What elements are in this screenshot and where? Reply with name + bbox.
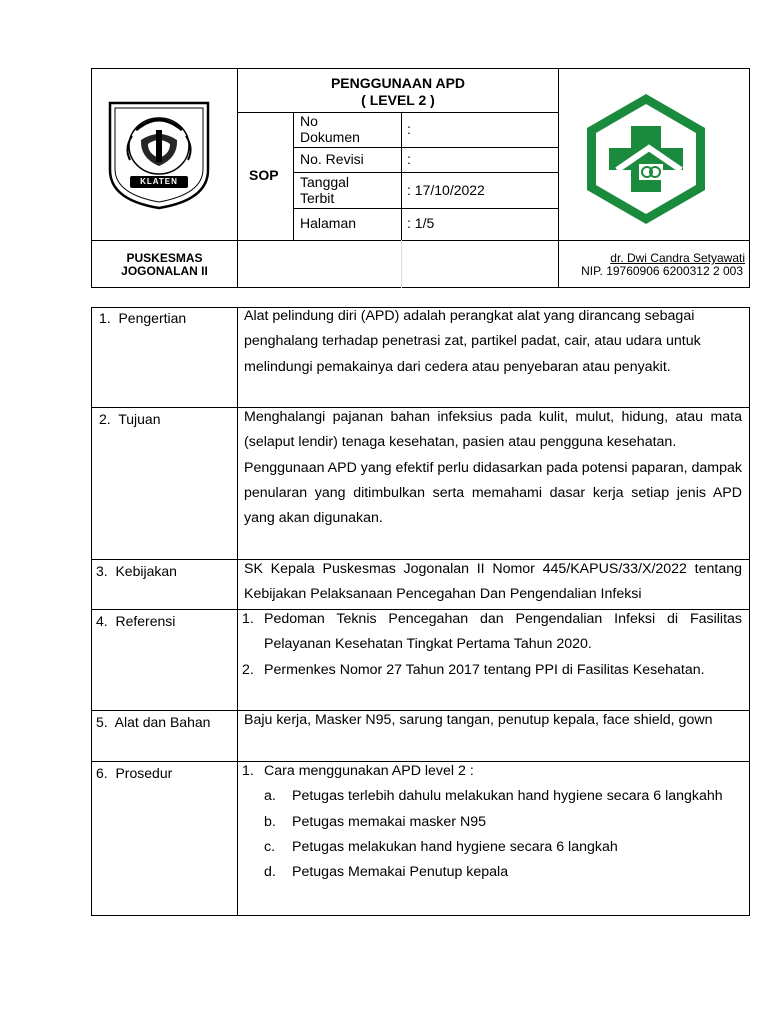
section-text-tujuan-para2: Penggunaan APD yang efektif perlu didasarkan pada potensi paparan, dampak penularan yang ditimbulkan serta memahami dasar kerja setiap jenis APD yang akan digunakan.	[244, 459, 742, 527]
prosedur-subitem	[264, 810, 740, 835]
section-tujuan-content	[244, 405, 742, 531]
title-underline	[237, 112, 559, 113]
field-row-line-1	[293, 147, 559, 148]
sop-label: SOP	[249, 167, 279, 183]
body-border-right	[749, 307, 750, 916]
body-border-left	[91, 307, 92, 916]
field-col-divider-faint	[401, 240, 402, 288]
puskesmas-logo	[583, 92, 709, 226]
section-label-alat-dan-bahan: 5. Alat dan Bahan	[96, 714, 211, 730]
prosedur-subitem-text: Petugas melakukan hand hygiene secara 6 langkah	[292, 838, 618, 855]
org-name-line1: PUSKESMAS	[126, 251, 203, 265]
section-text-kebijakan: SK Kepala Puskesmas Jogonalan II Nomor 445/KAPUS/33/X/2022 tentang Kebijakan Pelaksanaan Pencegahan Dan Pengendalian Infeksi	[244, 561, 742, 603]
prosedur-subitem-text: Petugas Memakai Penutup kepala	[292, 864, 509, 881]
prosedur-sublist	[264, 784, 740, 885]
field-row-line-3	[293, 208, 559, 209]
field-value-no-dokumen: :	[407, 121, 411, 137]
referensi-item-number: 1.	[242, 611, 254, 627]
prosedur-subitem-letter: a.	[264, 788, 276, 805]
prosedur-subitem	[264, 860, 740, 885]
referensi-list	[242, 607, 742, 683]
section-label-tujuan: 2. Tujuan	[99, 411, 161, 427]
org-name-line2: JOGONALAN II	[121, 264, 208, 278]
prosedur-subitem-text: Petugas terlebih dahulu melakukan hand hygiene secara 6 langkahh	[292, 788, 723, 805]
referensi-item-text: Pedoman Teknis Pencegahan dan Pengendalian Infeksi di Fasilitas Pelayanan Kesehatan Tingkat Pertama Tahun 2020.	[264, 611, 742, 653]
header-row-divider	[91, 240, 750, 241]
prosedur-subitem-letter: b.	[264, 813, 276, 830]
document-subtitle: ( LEVEL 2 )	[361, 92, 435, 108]
field-value-halaman: : 1/5	[407, 215, 435, 231]
field-label-no-dokumen: No Dokumen	[300, 113, 360, 145]
field-label-tanggal-terbit: Tanggal Terbit	[300, 174, 350, 206]
section-text-pengertian: Alat pelindung diri (APD) adalah perangkat alat yang dirancang sebagai penghalang terhadap penetrasi zat, partikel padat, cair, atau udara untuk melindungi pemakainya dari cedera atau penyebaran atau penyakit.	[244, 308, 701, 375]
section-text-alat-dan-bahan: Baju kerja, Masker N95, sarung tangan, penutup kepala, face shield, gown	[244, 712, 713, 728]
prosedur-subitem-letter: c.	[264, 838, 276, 855]
signatory-name: dr. Dwi Candra Setyawati	[610, 251, 745, 265]
referensi-item	[242, 607, 742, 658]
signatory-nip: NIP. 19760906 6200312 2 003	[581, 264, 743, 278]
field-row-line-2	[293, 172, 559, 173]
klaten-regency-logo	[106, 100, 212, 210]
section-referensi-content	[242, 607, 742, 683]
field-label-halaman: Halaman	[300, 215, 357, 231]
prosedur-item-text: Cara menggunakan APD level 2 :	[264, 763, 474, 779]
klaten-logo-caption: KLATEN	[140, 177, 178, 186]
field-value-tanggal-terbit: : 17/10/2022	[407, 182, 485, 198]
document-title: PENGGUNAAN APD	[330, 75, 466, 91]
field-value-no-revisi: :	[407, 151, 411, 167]
prosedur-subitem	[264, 835, 740, 860]
referensi-item-number: 2.	[242, 661, 254, 678]
prosedur-subitem-letter: d.	[264, 864, 276, 881]
body-border-bottom	[91, 915, 750, 916]
section-label-pengertian: 1. Pengertian	[99, 310, 187, 326]
section-prosedur-content	[242, 759, 742, 885]
body-col-divider	[237, 307, 238, 916]
section-label-kebijakan: 3. Kebijakan	[96, 563, 177, 579]
prosedur-subitem	[264, 784, 740, 809]
prosedur-item	[242, 759, 742, 784]
referensi-item	[242, 658, 742, 683]
section-label-referensi: 4. Referensi	[96, 613, 176, 629]
header-border-top	[91, 68, 750, 69]
sop-divider	[293, 112, 294, 240]
referensi-item-text: Permenkes Nomor 27 Tahun 2017 tentang PPI di Fasilitas Kesehatan.	[264, 661, 705, 678]
header-border-bottom	[91, 287, 750, 288]
field-label-no-revisi: No. Revisi	[300, 151, 364, 167]
section-label-prosedur: 6. Prosedur	[96, 765, 173, 781]
prosedur-subitem-text: Petugas memakai masker N95	[292, 813, 486, 830]
section-text-tujuan-para1: Menghalangi pajanan bahan infeksius pada kulit, mulut, hidung, atau mata (selaput lendir) tenaga kesehatan, pasien atau pengguna kesehatan.	[244, 409, 742, 451]
field-col-divider	[401, 112, 402, 240]
prosedur-item-number: 1.	[242, 763, 254, 779]
header-border-right	[749, 68, 750, 288]
